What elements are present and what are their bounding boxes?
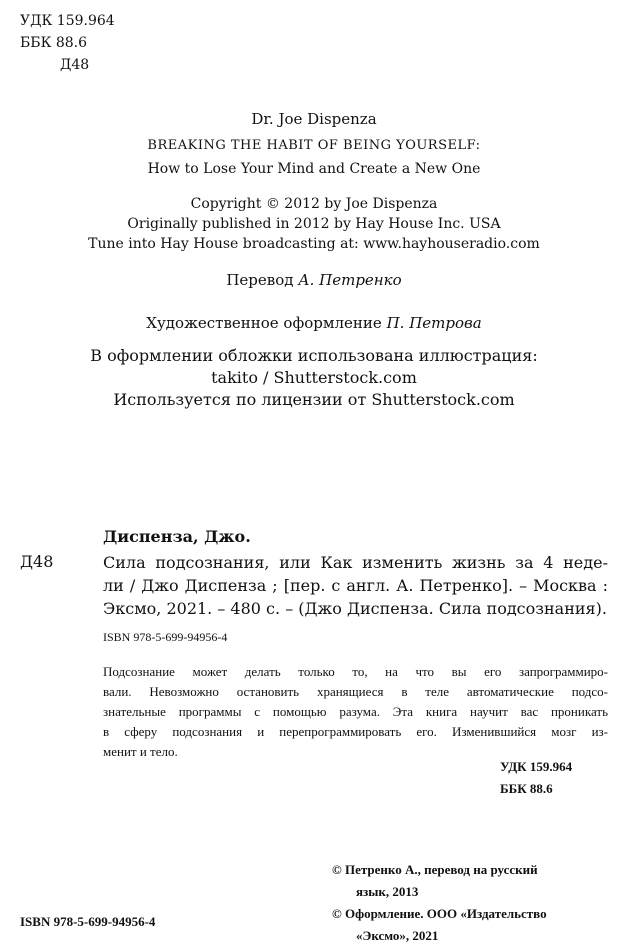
catalog-line: ли / Джо Диспенза ; [пер. с англ. А. Петренко]. – Москва :: [103, 576, 608, 595]
copyright-line: Copyright © 2012 by Joe Dispenza: [190, 196, 438, 212]
annotation-line: менит и тело.: [103, 744, 178, 759]
copyright-line: Tune into Hay House broadcasting at: www.hayhouseradio.com: [88, 236, 540, 252]
translation-label: Перевод: [226, 271, 294, 289]
bbk-code: ББК 88.6: [20, 35, 88, 51]
designer-credit: [0, 314, 628, 332]
original-subtitle: How to Lose Your Mind and Create a New One: [147, 161, 481, 177]
footer-copyright: [332, 859, 547, 947]
annotation-line: Подсознание может делать только то, на что вы его запрограммиро-: [103, 664, 608, 679]
cover-line: takito / Shutterstock.com: [211, 368, 417, 387]
footer-copyright-line: © Оформление. ООО «Издательство: [332, 906, 547, 921]
cover-credit: [0, 345, 628, 411]
footer-udk: УДК 159.964: [500, 759, 573, 774]
original-copyright: [0, 194, 628, 254]
udk-code: УДК 159.964: [20, 13, 115, 29]
cover-line: Используется по лицензии от Shutterstock.com: [113, 390, 515, 409]
translator-name: А. Петренко: [298, 271, 402, 289]
footer-copyright-line: «Эксмо», 2021: [356, 928, 439, 943]
catalog-author-heading: Диспенза, Джо.: [103, 527, 251, 546]
design-label: Художественное оформление: [146, 314, 382, 332]
original-title: BREAKING THE HABIT OF BEING YOURSELF:: [147, 138, 481, 153]
annotation: [103, 662, 608, 762]
translator-credit: [0, 271, 628, 289]
footer-copyright-line: язык, 2013: [356, 884, 419, 899]
annotation-line: вали. Невозможно остановить хранящиеся в теле автоматические подсо-: [103, 684, 608, 699]
annotation-line: знательные программы с помощью разума. Эта книга научит вас проникать: [103, 704, 608, 719]
footer-bbk: ББК 88.6: [500, 781, 553, 796]
footer-isbn: ISBN 978-5-699-94956-4: [20, 914, 156, 929]
cover-line: В оформлении обложки использована иллюстрация:: [90, 346, 538, 365]
catalog-isbn: ISBN 978-5-699-94956-4: [103, 630, 228, 644]
author-mark: Д48: [60, 57, 90, 73]
original-author: Dr. Joe Dispenza: [251, 110, 377, 128]
catalog-line: Сила подсознания, или Как изменить жизнь за 4 неде-: [103, 553, 608, 572]
catalog-description: [103, 551, 608, 620]
footer-codes: [500, 756, 572, 800]
catalog-code: Д48: [20, 552, 54, 571]
catalog-line: Эксмо, 2021. – 480 с. – (Джо Диспенза. Сила подсознания).: [103, 599, 607, 618]
footer-copyright-line: © Петренко А., перевод на русский: [332, 862, 538, 877]
copyright-line: Originally published in 2012 by Hay House Inc. USA: [127, 216, 501, 232]
annotation-line: в сферу подсознания и перепрограммировать его. Изменившийся мозг из-: [103, 724, 608, 739]
designer-name: П. Петрова: [386, 314, 482, 332]
classification-codes: [20, 10, 115, 76]
